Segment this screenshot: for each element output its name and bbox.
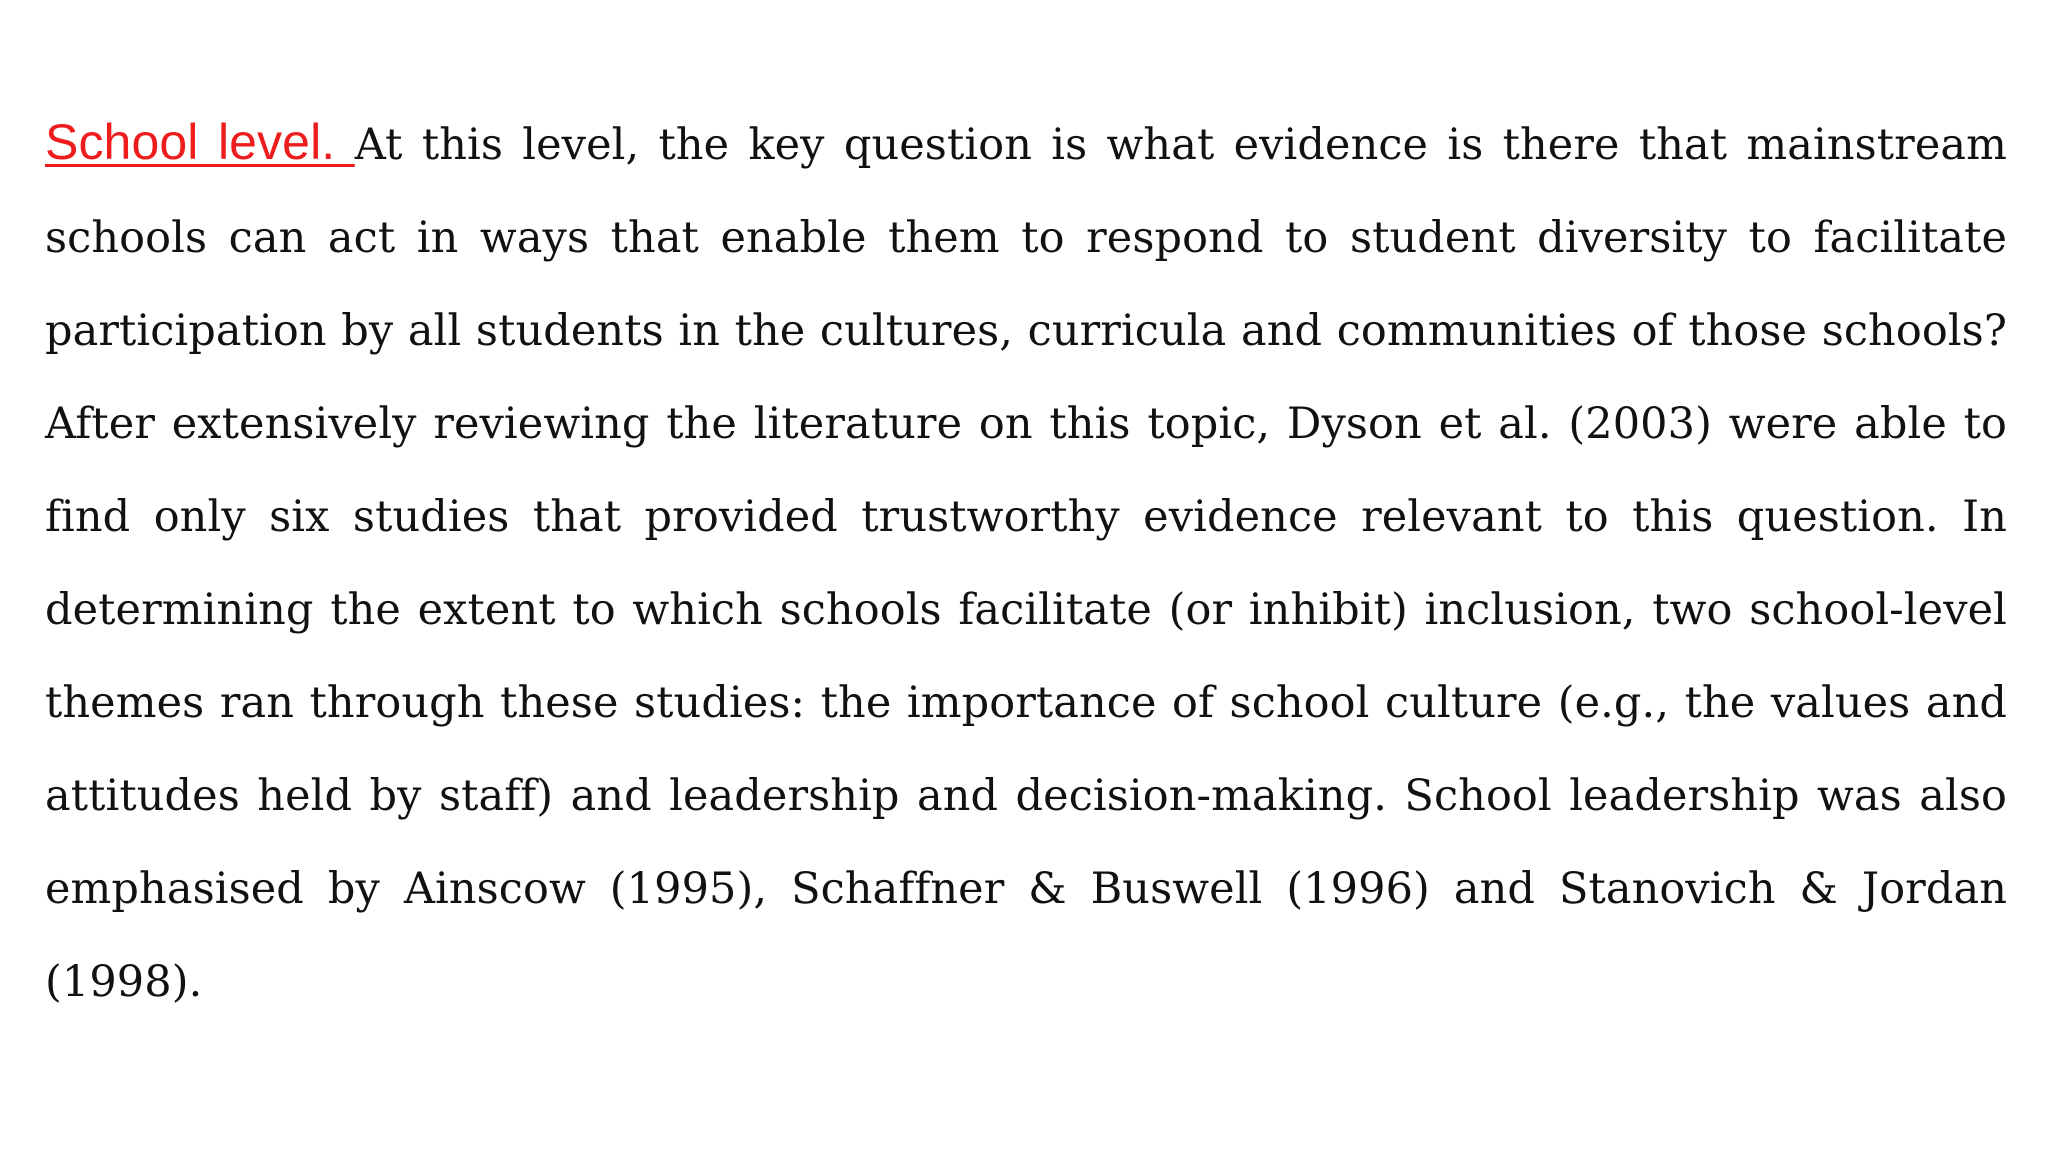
paragraph [45, 96, 2007, 1029]
paragraph-body: At this level, the key question is what evidence is there that mainstream schools can act in ways that enable them to respond to student diversity to facilitate participation by all students in the cultures, curricula and communities of those schools? After extensively reviewing the literature on this topic, Dyson et al. (2003) were able to find only six studies that provided trustworthy evidence relevant to this question. In determining the extent to which schools facilitate (or inhibit) inclusion, two school-level themes ran through these studies: the importance of school culture (e.g., the values and attitudes held by staff) and leadership and decision-making. School leadership was also emphasised by Ainscow (1995), Schaffner & Buswell (1996) and Stanovich & Jordan (1998). [45, 120, 2007, 1007]
section-heading: School level. [45, 114, 355, 170]
